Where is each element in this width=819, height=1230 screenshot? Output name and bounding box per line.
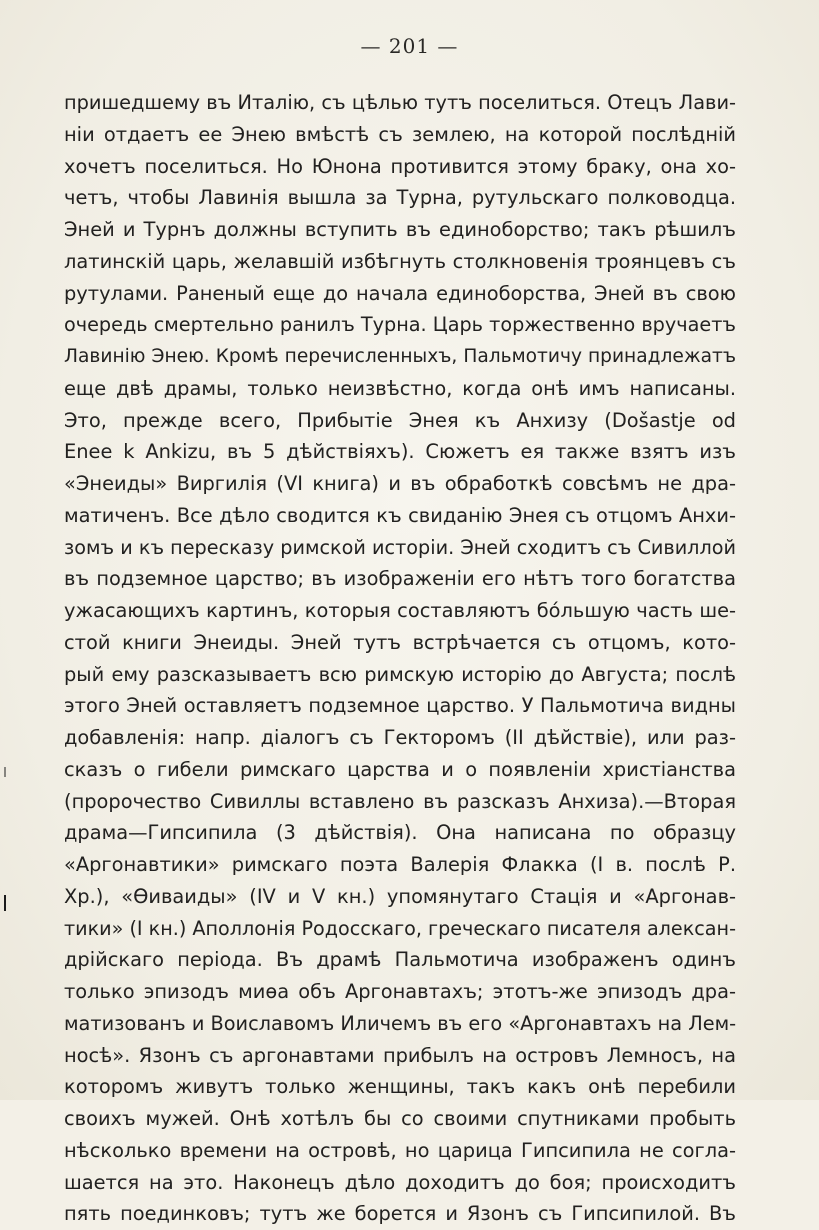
text-line: очередь смертельно ранилъ Турна. Царь торжественно вручаетъ xyxy=(64,313,736,337)
text-line: Enee k Ankizu, въ 5 дѣйствіяхъ). Сюжетъ ея также взятъ изъ xyxy=(64,440,736,464)
text-line: зомъ и къ пересказу римской исторіи. Эней сходитъ съ Сивиллой xyxy=(64,535,736,559)
text-line: пять поединковъ; тутъ же борется и Язонъ съ Гипсипилой. Въ xyxy=(64,1202,736,1226)
text-line: Лавинію Энею. Кромѣ перечисленныхъ, Пальмотичу принадлежатъ xyxy=(64,346,736,367)
text-line: нѣсколько времени на островѣ, но царица Гипсипила не согла- xyxy=(64,1138,736,1162)
text-line: которомъ живутъ только женщины, такъ какъ онѣ перебили xyxy=(64,1075,736,1099)
text-line: драма—Гипсипила (3 дѣйствія). Она написана по образцу xyxy=(64,821,736,845)
text-line: добавленія: напр. діалогъ съ Гекторомъ (II дѣйствіе), или раз- xyxy=(64,726,736,749)
text-line: Эней и Турнъ должны вступить въ единоборство; такъ рѣшилъ xyxy=(64,218,736,241)
text-line: Это, прежде всего, Прибытіе Энея къ Анхизу (Došastje od xyxy=(64,408,736,432)
text-line: тики» (I кн.) Аполлонія Родосскаго, греческаго писателя алексан- xyxy=(64,916,736,940)
text-line: шается на это. Наконецъ дѣло доходитъ до боя; происходитъ xyxy=(64,1170,736,1194)
text-line: въ подземное царство; въ изображеніи его нѣтъ того богатства xyxy=(64,567,736,591)
page-number-header: — 201 — xyxy=(360,34,459,58)
text-line: рый ему разсказываетъ всю римскую исторію до Августа; послѣ xyxy=(64,662,736,686)
text-line: латинскій царь, желавшій избѣгнуть столкновенія троянцевъ съ xyxy=(64,249,736,273)
page-body-text xyxy=(64,87,736,1230)
text-line: «Аргонавтики» римскаго поэта Валерія Флакка (I в. послѣ Р. xyxy=(64,853,736,876)
text-line: носѣ». Язонъ съ аргонавтами прибылъ на островъ Лемносъ, на xyxy=(64,1043,736,1067)
text-line: хочетъ поселиться. Но Юнона противится этому браку, она хо- xyxy=(64,154,736,178)
text-line: только эпизодъ миѳа объ Аргонавтахъ; этотъ-же эпизодъ дра- xyxy=(64,980,736,1003)
text-line: «Энеиды» Виргилія (VI книга) и въ обработкѣ совсѣмъ не дра- xyxy=(64,472,736,495)
text-line: ніи отдаетъ ее Энею вмѣстѣ съ землею, на которой послѣдній xyxy=(64,122,736,146)
text-line: еще двѣ драмы, только неизвѣстно, когда онѣ имъ написаны. xyxy=(64,376,736,400)
text-line: стой книги Энеиды. Эней тутъ встрѣчается съ отцомъ, кото- xyxy=(64,630,736,654)
text-line: Хр.), «Ѳиваиды» (IV и V кн.) упомянутаго Стація и «Аргонав- xyxy=(64,884,736,908)
text-line: матиченъ. Все дѣло сводится къ свиданію Энея съ отцомъ Анхи- xyxy=(64,503,736,527)
scan-edge-mark xyxy=(4,895,6,911)
text-line: этого Эней оставляетъ подземное царство. У Пальмотича видны xyxy=(64,694,736,718)
text-line: (пророчество Сивиллы вставлено въ разсказъ Анхиза).—Вторая xyxy=(64,789,736,813)
text-line: четъ, чтобы Лавинія вышла за Турна, рутульскаго полководца. xyxy=(64,186,736,210)
text-line: ужасающихъ картинъ, которыя составляютъ бо́льшую часть ше- xyxy=(64,599,736,622)
text-line: сказъ о гибели римскаго царства и о появленіи христіанства xyxy=(64,757,736,781)
scan-edge-mark xyxy=(4,767,6,777)
text-line: дрійскаго періода. Въ драмѣ Пальмотича изображенъ одинъ xyxy=(64,948,736,972)
text-line: пришедшему въ Италію, съ цѣлью тутъ поселиться. Отецъ Лави- xyxy=(64,91,736,114)
text-line: своихъ мужей. Онѣ хотѣлъ бы со своими спутниками пробыть xyxy=(64,1107,736,1130)
text-line: рутулами. Раненый еще до начала единоборства, Эней въ свою xyxy=(64,281,736,305)
text-line: матизованъ и Воиславомъ Иличемъ въ его «Аргонавтахъ на Лем- xyxy=(64,1011,737,1035)
